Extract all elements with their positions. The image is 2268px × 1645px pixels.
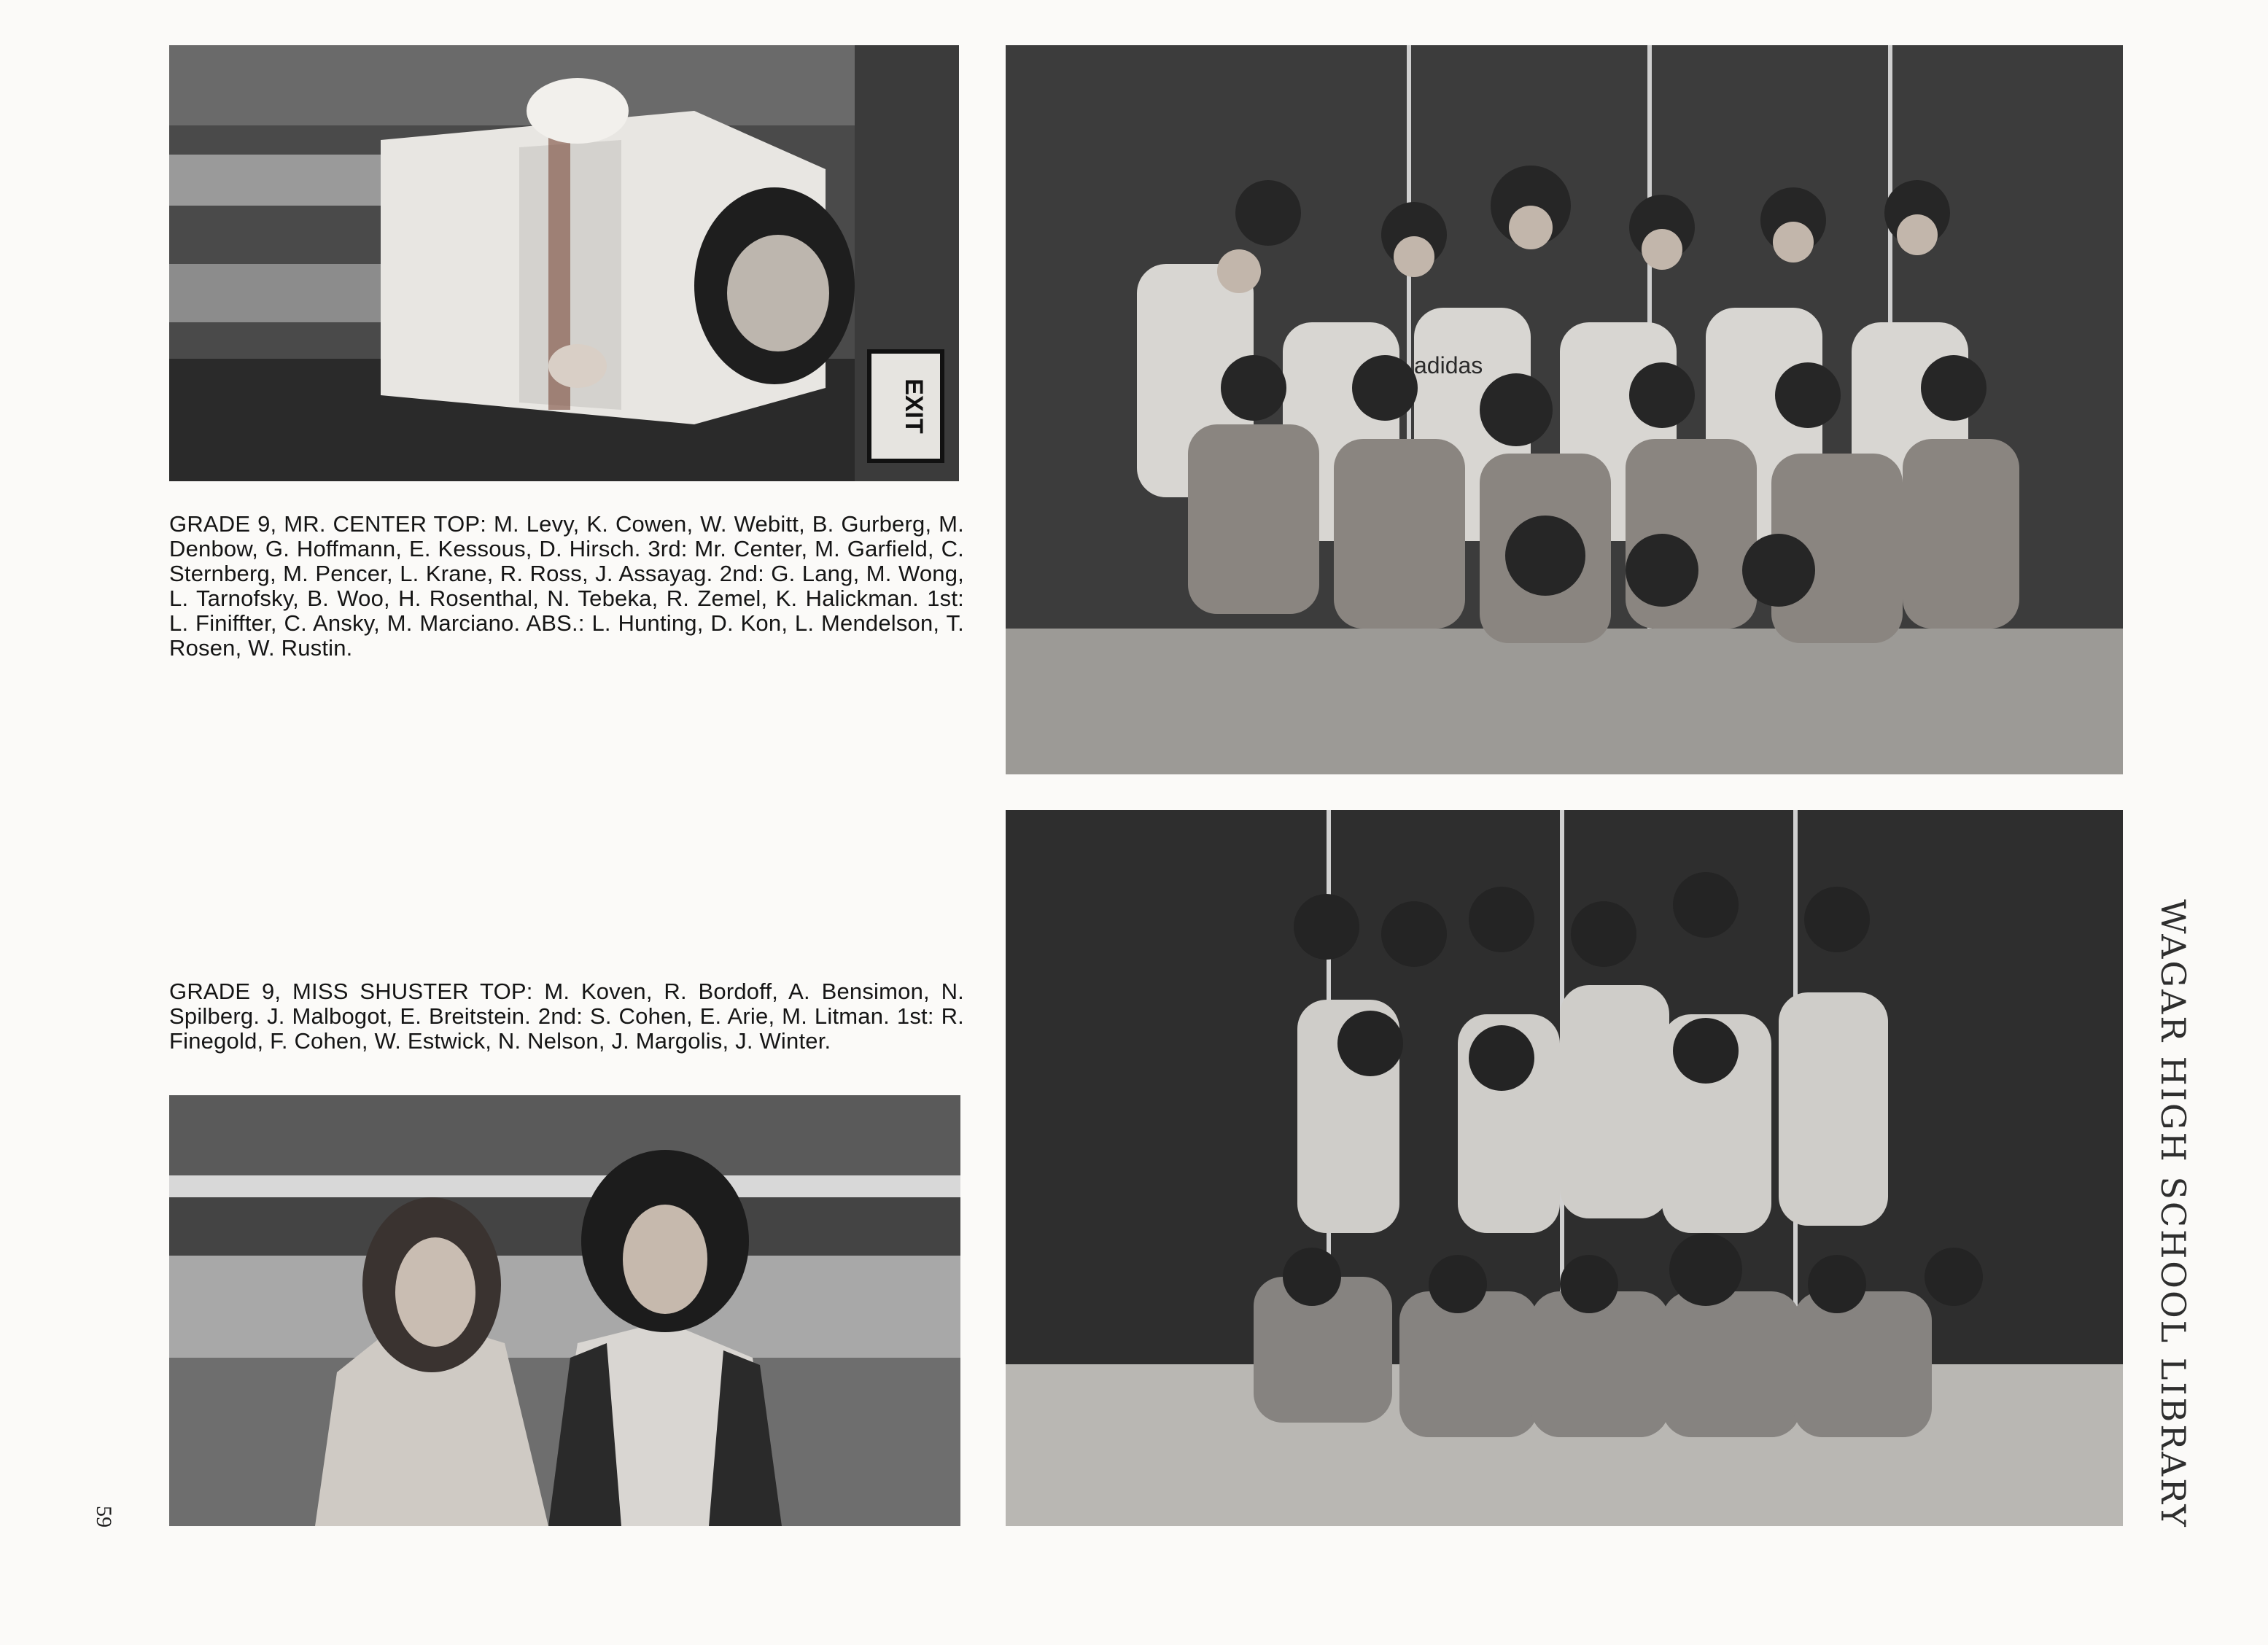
exit-sign-text: EXIT [900, 378, 928, 434]
photo-class-miss-shuster [1006, 810, 2123, 1526]
library-stamp-text: WAGAR HIGH SCHOOL LIBRARY [2154, 899, 2193, 1529]
shirt-text: adidas [1414, 352, 1483, 378]
photo-couple-outdoors [169, 1095, 960, 1526]
caption-grade9-miss-shuster: GRADE 9, MISS SHUSTER TOP: M. Koven, R. Bordoff, A. Bensimon, N. Spilberg. J. Malbogot, E. Breitstein. 2nd: S. Cohen, E. Arie, M. Litman. 1st: R. Finegold, F. Cohen, W. Estwick, N. Nelson, J. Margolis, J. Winter. [169, 979, 964, 1054]
photo-class-miss-shuster-image [1006, 810, 2123, 1526]
photo-class-mr-center [1006, 45, 2123, 774]
photo-class-mr-center-image [1006, 45, 2123, 774]
page-number-text: 59 [92, 1506, 116, 1528]
photo-couple-outdoors-image [169, 1095, 960, 1526]
photo-student-exit [169, 45, 959, 481]
photo-student-exit-image [169, 45, 959, 481]
caption-grade9-mr-center: GRADE 9, MR. CENTER TOP: M. Levy, K. Cowen, W. Webitt, B. Gurberg, M. Denbow, G. Hoffmann, E. Kessous, D. Hirsch. 3rd: Mr. Center, M. Garfield, C. Sternberg, M. Pencer, L. Krane, R. Ross, J. Assayag. 2nd: G. Lang, M. Wong, L. Tarnofsky, B. Woo, H. Rosenthal, N. Tebeka, R. Zemel, K. Halickman. 1st: L. Finiffter, C. Ansky, M. Marciano. ABS.: L. Hunting, D. Kon, L. Mendelson, T. Rosen, W. Rustin. [169, 511, 964, 661]
page-number [89, 1502, 118, 1531]
library-stamp [2151, 899, 2195, 1529]
